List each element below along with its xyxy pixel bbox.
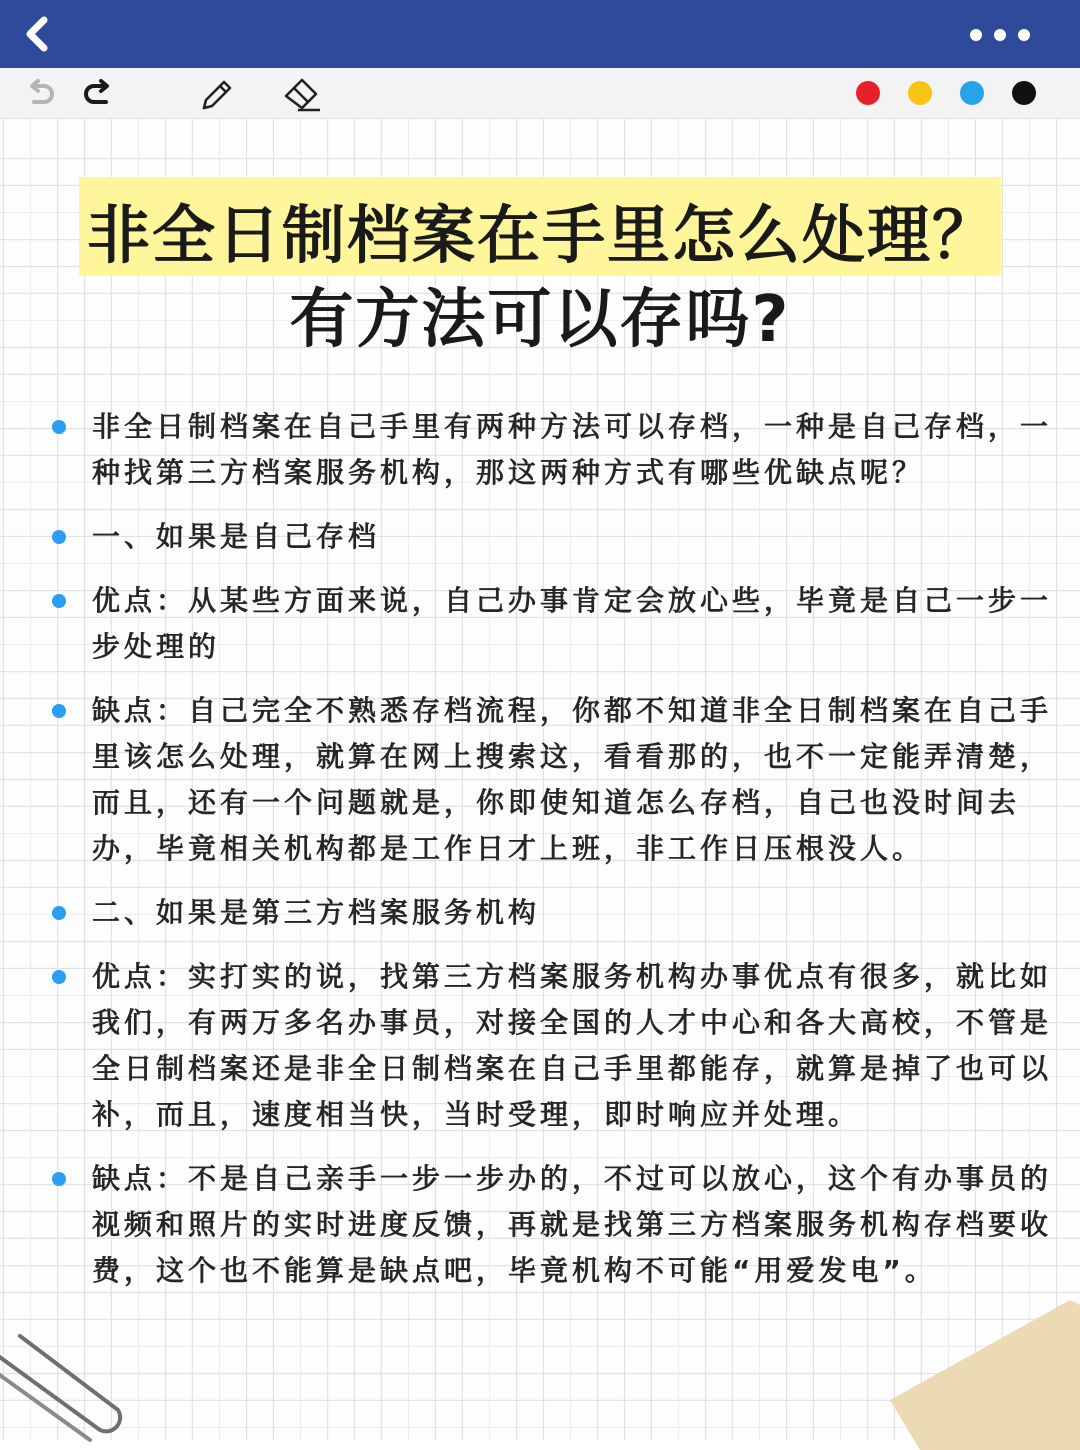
editor-toolbar	[0, 68, 1080, 119]
bullet-dot-icon	[52, 704, 66, 718]
pen-tool-button[interactable]	[198, 76, 234, 112]
color-red-swatch[interactable]	[856, 81, 880, 105]
undo-button[interactable]	[22, 76, 58, 112]
list-item-text: 缺点：不是自己亲手一步一步办的，不过可以放心，这个有办事员的视频和照片的实时进度反馈，再就是找第三方档案服务机构存档要收费，这个也不能算是缺点吧，毕竟机构不可能“用爱发电”。	[92, 1162, 1053, 1287]
more-dots-icon	[994, 29, 1006, 41]
tape-decoration-icon	[880, 1300, 1080, 1450]
list-item-text: 二、如果是第三方档案服务机构	[92, 896, 541, 929]
more-dots-icon	[1018, 29, 1030, 41]
bullet-dot-icon	[52, 1172, 66, 1186]
more-options-button[interactable]	[970, 24, 1040, 46]
bullet-list	[52, 404, 1052, 1312]
list-item	[52, 404, 1052, 496]
color-yellow-swatch[interactable]	[908, 81, 932, 105]
pen-icon	[198, 76, 234, 112]
list-item	[52, 890, 1052, 936]
top-app-bar	[0, 0, 1080, 68]
chevron-left-icon	[18, 14, 58, 54]
list-item	[52, 514, 1052, 560]
list-item	[52, 688, 1052, 872]
list-item-text: 缺点：自己完全不熟悉存档流程，你都不知道非全日制档案在自己手里该怎么处理，就算在网上搜索这，看看那的，也不一定能弄清楚，而且，还有一个问题就是，你即使知道怎么存档，自己也没时间去办，毕竟相关机构都是工作日才上班，非工作日压根没人。	[92, 694, 1053, 865]
redo-icon	[80, 76, 116, 112]
undo-icon	[22, 76, 58, 112]
page-subtitle: 有方法可以存吗?	[289, 283, 791, 357]
list-item-text: 优点：实打实的说，找第三方档案服务机构办事优点有很多，就比如我们，有两万多名办事员，对接全国的人才中心和各大高校，不管是全日制档案还是非全日制档案在自己手里都能存，就算是掉了也可以补，而且，速度相当快，当时受理，即时响应并处理。	[92, 960, 1053, 1131]
back-button[interactable]	[18, 14, 58, 54]
list-item	[52, 1156, 1052, 1294]
list-item-text: 优点：从某些方面来说，自己办事肯定会放心些，毕竟是自己一步一步处理的	[92, 584, 1053, 663]
eraser-icon	[282, 76, 322, 112]
eraser-tool-button[interactable]	[282, 76, 318, 112]
more-dots-icon	[970, 29, 982, 41]
paperclip-icon	[0, 1320, 140, 1450]
bullet-dot-icon	[52, 530, 66, 544]
list-item-text: 非全日制档案在自己手里有两种方法可以存档，一种是自己存档，一种找第三方档案服务机构，那这两种方式有哪些优缺点呢？	[92, 410, 1053, 489]
title-line-1: 非全日制档案在手里怎么处理？	[79, 177, 1001, 276]
list-item	[52, 954, 1052, 1138]
color-blue-swatch[interactable]	[960, 81, 984, 105]
bullet-dot-icon	[52, 906, 66, 920]
bullet-dot-icon	[52, 594, 66, 608]
list-item	[52, 578, 1052, 670]
bullet-dot-icon	[52, 420, 66, 434]
list-item-text: 一、如果是自己存档	[92, 520, 381, 553]
color-black-swatch[interactable]	[1012, 81, 1036, 105]
redo-button[interactable]	[80, 76, 116, 112]
page-title	[0, 177, 1080, 276]
bullet-dot-icon	[52, 970, 66, 984]
